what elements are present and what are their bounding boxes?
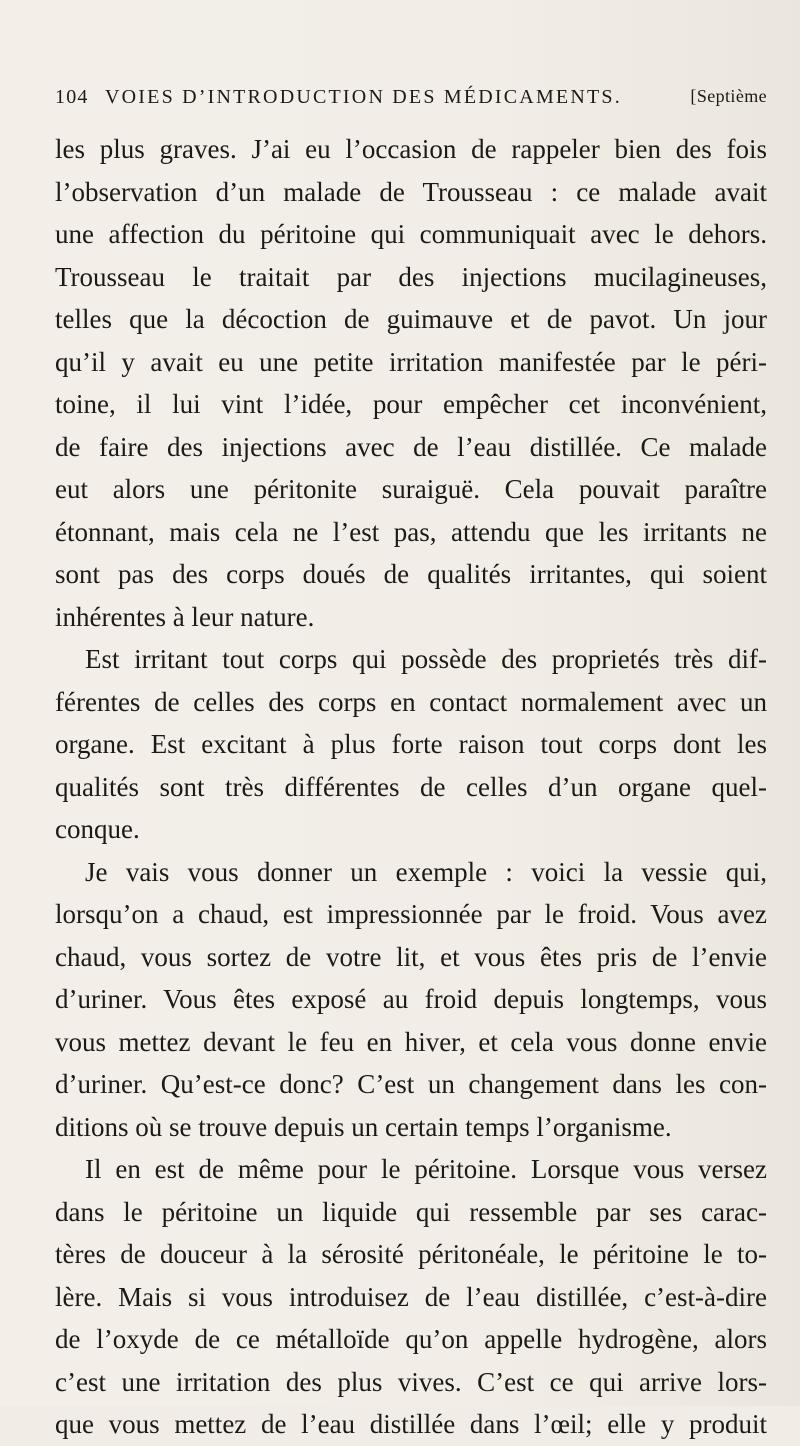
section-label: [Septième	[690, 86, 767, 106]
text-line: vous mettez devant le feu en hiver, et cela vous donne envie	[55, 1026, 767, 1057]
text-line: c’est une irritation des plus vives. C’est ce qui arrive lors-	[55, 1366, 767, 1397]
running-title: VOIES D’INTRODUCTION DES MÉDICAMENTS.	[105, 86, 622, 108]
text-line: Trousseau le traitait par des injections mucilagineuses,	[55, 261, 767, 292]
text-line: chaud, vous sortez de votre lit, et vous êtes pris de l’envie	[55, 941, 767, 972]
text-line: étonnant, mais cela ne l’est pas, attendu que les irritants ne	[55, 516, 767, 547]
text-line: dans le péritoine un liquide qui ressemble par ses carac-	[55, 1196, 767, 1227]
text-line: Est irritant tout corps qui possède des proprietés très dif-	[85, 644, 767, 674]
text-line: tères de douceur à la sérosité péritonéale, le péritoine le to-	[55, 1239, 767, 1269]
text-line: l’observation d’un malade de Trousseau : ce malade avait	[55, 176, 767, 207]
text-line: qu’il y avait eu une petite irritation manifestée par le péri-	[55, 346, 767, 377]
text-line: telles que la décoction de guimauve et de pavot. Un jour	[55, 304, 767, 334]
text-line: Je vais vous donner un exemple : voici la vessie qui,	[85, 856, 767, 887]
text-line: de l’oxyde de ce métalloïde qu’on appelle hydrogène, alors	[55, 1324, 767, 1354]
text-line: de faire des injections avec de l’eau distillée. Ce malade	[55, 431, 767, 462]
text-line: d’uriner. Vous êtes exposé au froid depuis longtemps, vous	[55, 984, 767, 1014]
text-line: lorsqu’on a chaud, est impressionnée par le froid. Vous avez	[55, 899, 767, 929]
text-line: conque.	[55, 814, 140, 844]
text-line: organe. Est excitant à plus forte raison tout corps dont les	[55, 729, 767, 759]
text-line: qualités sont très différentes de celles d’un organe quel-	[55, 771, 767, 802]
text-line: ditions où se trouve depuis un certain temps l’organisme.	[55, 1111, 672, 1142]
page-number: 104	[55, 86, 89, 108]
text-line: lère. Mais si vous introduisez de l’eau distillée, c’est-à-dire	[55, 1281, 767, 1312]
text-line: une affection du péritoine qui communiquait avec le dehors.	[55, 219, 767, 249]
text-line: eut alors une péritonite suraiguë. Cela pouvait paraître	[55, 474, 767, 504]
text-line: les plus graves. J’ai eu l’occasion de rappeler bien des fois	[55, 134, 767, 164]
text-line: Il en est de même pour le péritoine. Lorsque vous versez	[85, 1154, 767, 1184]
text-line: inhérentes à leur nature.	[55, 601, 315, 632]
text-line: sont pas des corps doués de qualités irritantes, qui soient	[55, 559, 767, 589]
text-line: toine, il lui vint l’idée, pour empêcher cet inconvénient,	[55, 389, 767, 419]
body-text	[55, 128, 767, 1446]
text-line: que vous mettez de l’eau distillée dans l’œil; elle y produit	[55, 1409, 767, 1439]
text-line: férentes de celles des corps en contact normalement avec un	[55, 686, 767, 717]
page-header	[55, 86, 767, 116]
text-line: d’uriner. Qu’est-ce donc? C’est un changement dans les con-	[55, 1069, 767, 1099]
